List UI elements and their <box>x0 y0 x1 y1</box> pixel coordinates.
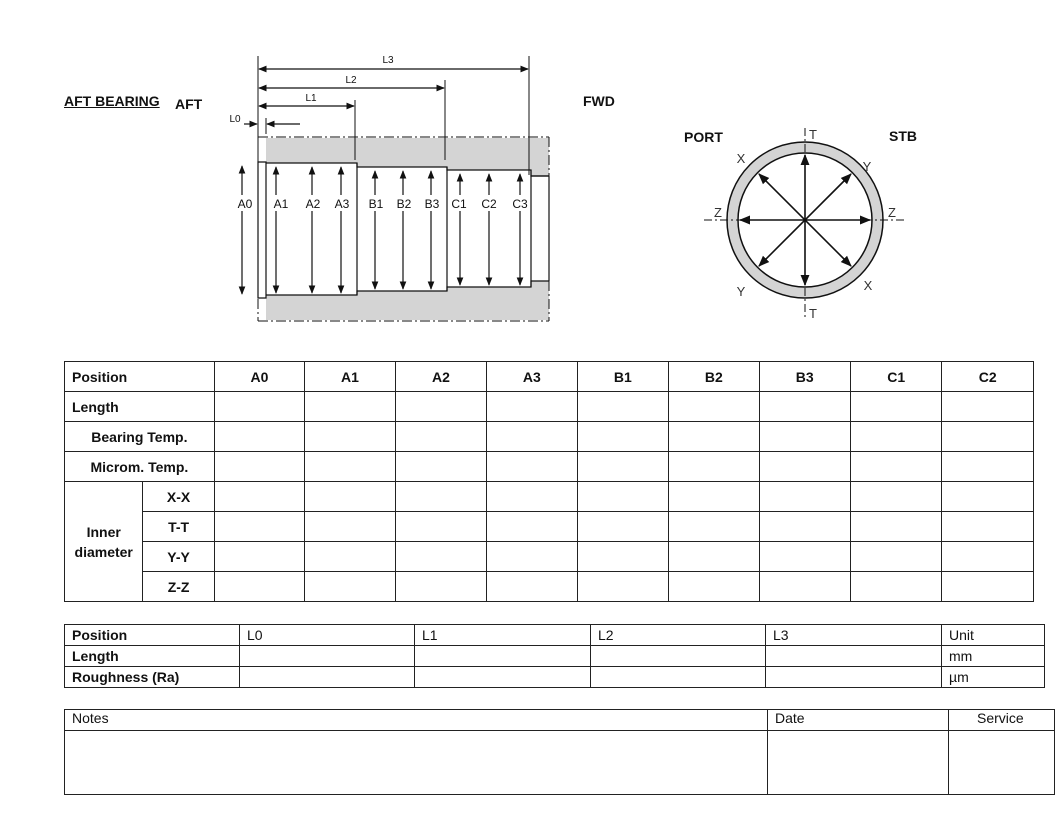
lt-length-unit: mm <box>942 646 1045 667</box>
bearing-section-diagram <box>220 48 570 333</box>
table-row <box>65 667 1045 688</box>
col-c1: C1 <box>850 362 941 392</box>
inner-label-line1: Inner <box>86 523 121 540</box>
lt-col-l3: L3 <box>766 625 942 646</box>
table-row <box>65 422 1034 452</box>
lt-unit-label: Unit <box>942 625 1045 646</box>
col-b2: B2 <box>669 362 759 392</box>
pos-b2: B2 <box>396 197 412 211</box>
lt-col-l0: L0 <box>240 625 415 646</box>
date-label: Date <box>768 710 949 731</box>
axis-xx: X-X <box>143 482 214 512</box>
col-a2: A2 <box>395 362 486 392</box>
stb-label: STB <box>889 128 917 144</box>
length-table <box>64 624 1045 688</box>
axis-z-left: Z <box>714 205 722 220</box>
date-field[interactable] <box>768 731 949 795</box>
microm-temp-label: Microm. Temp. <box>65 452 215 482</box>
inner-label-line2: diameter <box>74 543 133 560</box>
axis-y-top: Y <box>862 159 872 174</box>
length-row-label: Length <box>65 392 215 422</box>
table-row <box>65 710 1055 731</box>
bearing-temp-label: Bearing Temp. <box>65 422 215 452</box>
pos-b1: B1 <box>368 197 384 211</box>
position-header: Position <box>65 362 215 392</box>
pos-a0: A0 <box>237 197 253 211</box>
lt-length-label: Length <box>65 646 240 667</box>
pos-c1: C1 <box>451 197 467 211</box>
axis-tt: T-T <box>143 512 214 542</box>
col-a0: A0 <box>214 362 304 392</box>
axis-z-right: Z <box>888 205 896 220</box>
pos-a2: A2 <box>305 197 321 211</box>
col-b1: B1 <box>577 362 668 392</box>
pos-a3: A3 <box>334 197 350 211</box>
table-row <box>65 482 1034 512</box>
pos-c2: C2 <box>481 197 497 211</box>
axis-t-top: T <box>809 127 817 142</box>
lt-position-label: Position <box>65 625 240 646</box>
service-label: Service <box>949 710 1055 731</box>
lt-roughness-label: Roughness (Ra) <box>65 667 240 688</box>
fwd-label: FWD <box>583 93 615 109</box>
notes-field[interactable] <box>65 731 768 795</box>
dim-l0: L0 <box>229 114 241 125</box>
lt-col-l2: L2 <box>591 625 766 646</box>
lt-col-l1: L1 <box>415 625 591 646</box>
inner-diameter-label <box>65 482 143 602</box>
dim-l2: L2 <box>345 75 357 86</box>
table-row <box>65 542 1034 572</box>
lt-roughness-unit: µm <box>942 667 1045 688</box>
axis-t-bottom: T <box>809 306 817 321</box>
table-row <box>65 731 1055 795</box>
axis-y-bottom: Y <box>736 284 746 299</box>
axis-yy: Y-Y <box>143 542 214 572</box>
col-b3: B3 <box>759 362 850 392</box>
axis-x-top: X <box>736 151 746 166</box>
table-row <box>65 512 1034 542</box>
notes-table <box>64 709 1055 795</box>
aft-label: AFT <box>175 96 203 112</box>
table-row <box>65 392 1034 422</box>
page-title: AFT BEARING <box>64 93 160 109</box>
notes-label: Notes <box>65 710 768 731</box>
pos-c3: C3 <box>512 197 528 211</box>
col-a3: A3 <box>487 362 577 392</box>
table-row <box>65 362 1034 392</box>
col-a1: A1 <box>305 362 395 392</box>
table-row <box>65 646 1045 667</box>
service-field[interactable] <box>949 731 1055 795</box>
dim-l3: L3 <box>382 55 394 66</box>
table-row <box>65 572 1034 602</box>
bearing-circle-diagram <box>700 125 910 325</box>
table-row <box>65 625 1045 646</box>
axis-zz: Z-Z <box>143 572 214 602</box>
pos-a1: A1 <box>273 197 289 211</box>
axis-x-bottom: X <box>863 278 873 293</box>
dim-l1: L1 <box>305 93 317 104</box>
diameter-table <box>64 361 1034 602</box>
col-c2: C2 <box>942 362 1034 392</box>
port-label: PORT <box>684 129 723 145</box>
table-row <box>65 452 1034 482</box>
pos-b3: B3 <box>424 197 440 211</box>
